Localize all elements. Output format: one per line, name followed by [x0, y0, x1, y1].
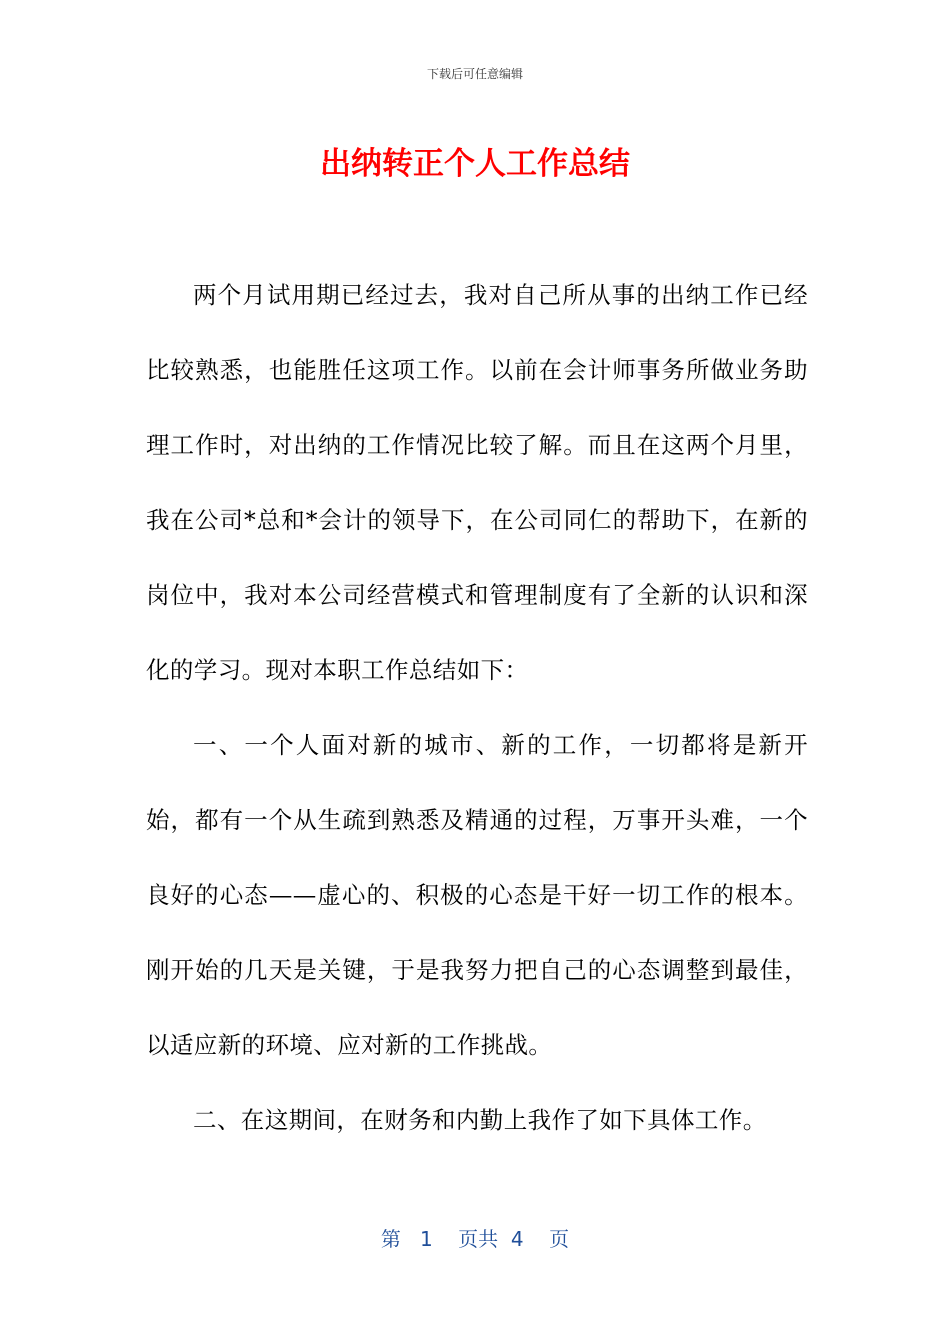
page-footer	[0, 1224, 950, 1254]
document-title: 出纳转正个人工作总结	[320, 146, 630, 182]
paragraph-section-two: 二、在这期间，在财务和内勤上我作了如下具体工作。	[193, 1106, 767, 1134]
footer-prefix: 第	[380, 1227, 401, 1251]
paragraph-section-one: 一、一个人面对新的城市、新的工作，一切都将是新开始，都有一个从生疏到熟悉及精通的过程，万事开头难，一个良好的心态——虚心的、积极的心态是干好一切工作的根本。刚开始的几天是关键，于是我努力把自己的心态调整到最佳，以适应新的环境、应对新的工作挑战。	[146, 731, 808, 1059]
document-body	[146, 258, 808, 1158]
paragraph-intro: 两个月试用期已经过去，我对自己所从事的出纳工作已经比较熟悉，也能胜任这项工作。以前在会计师事务所做业务助理工作时，对出纳的工作情况比较了解。而且在这两个月里，我在公司*总和*会计的领导下，在公司同仁的帮助下，在新的岗位中，我对本公司经营模式和管理制度有了全新的认识和深化的学习。现对本职工作总结如下：	[146, 281, 808, 684]
footer-suffix: 页	[549, 1227, 570, 1251]
footer-total-pages: 4	[510, 1227, 524, 1251]
footer-current-page: 1	[420, 1227, 433, 1251]
footer-middle: 页共	[458, 1227, 499, 1251]
header-note: 下载后可任意编辑	[426, 67, 523, 81]
